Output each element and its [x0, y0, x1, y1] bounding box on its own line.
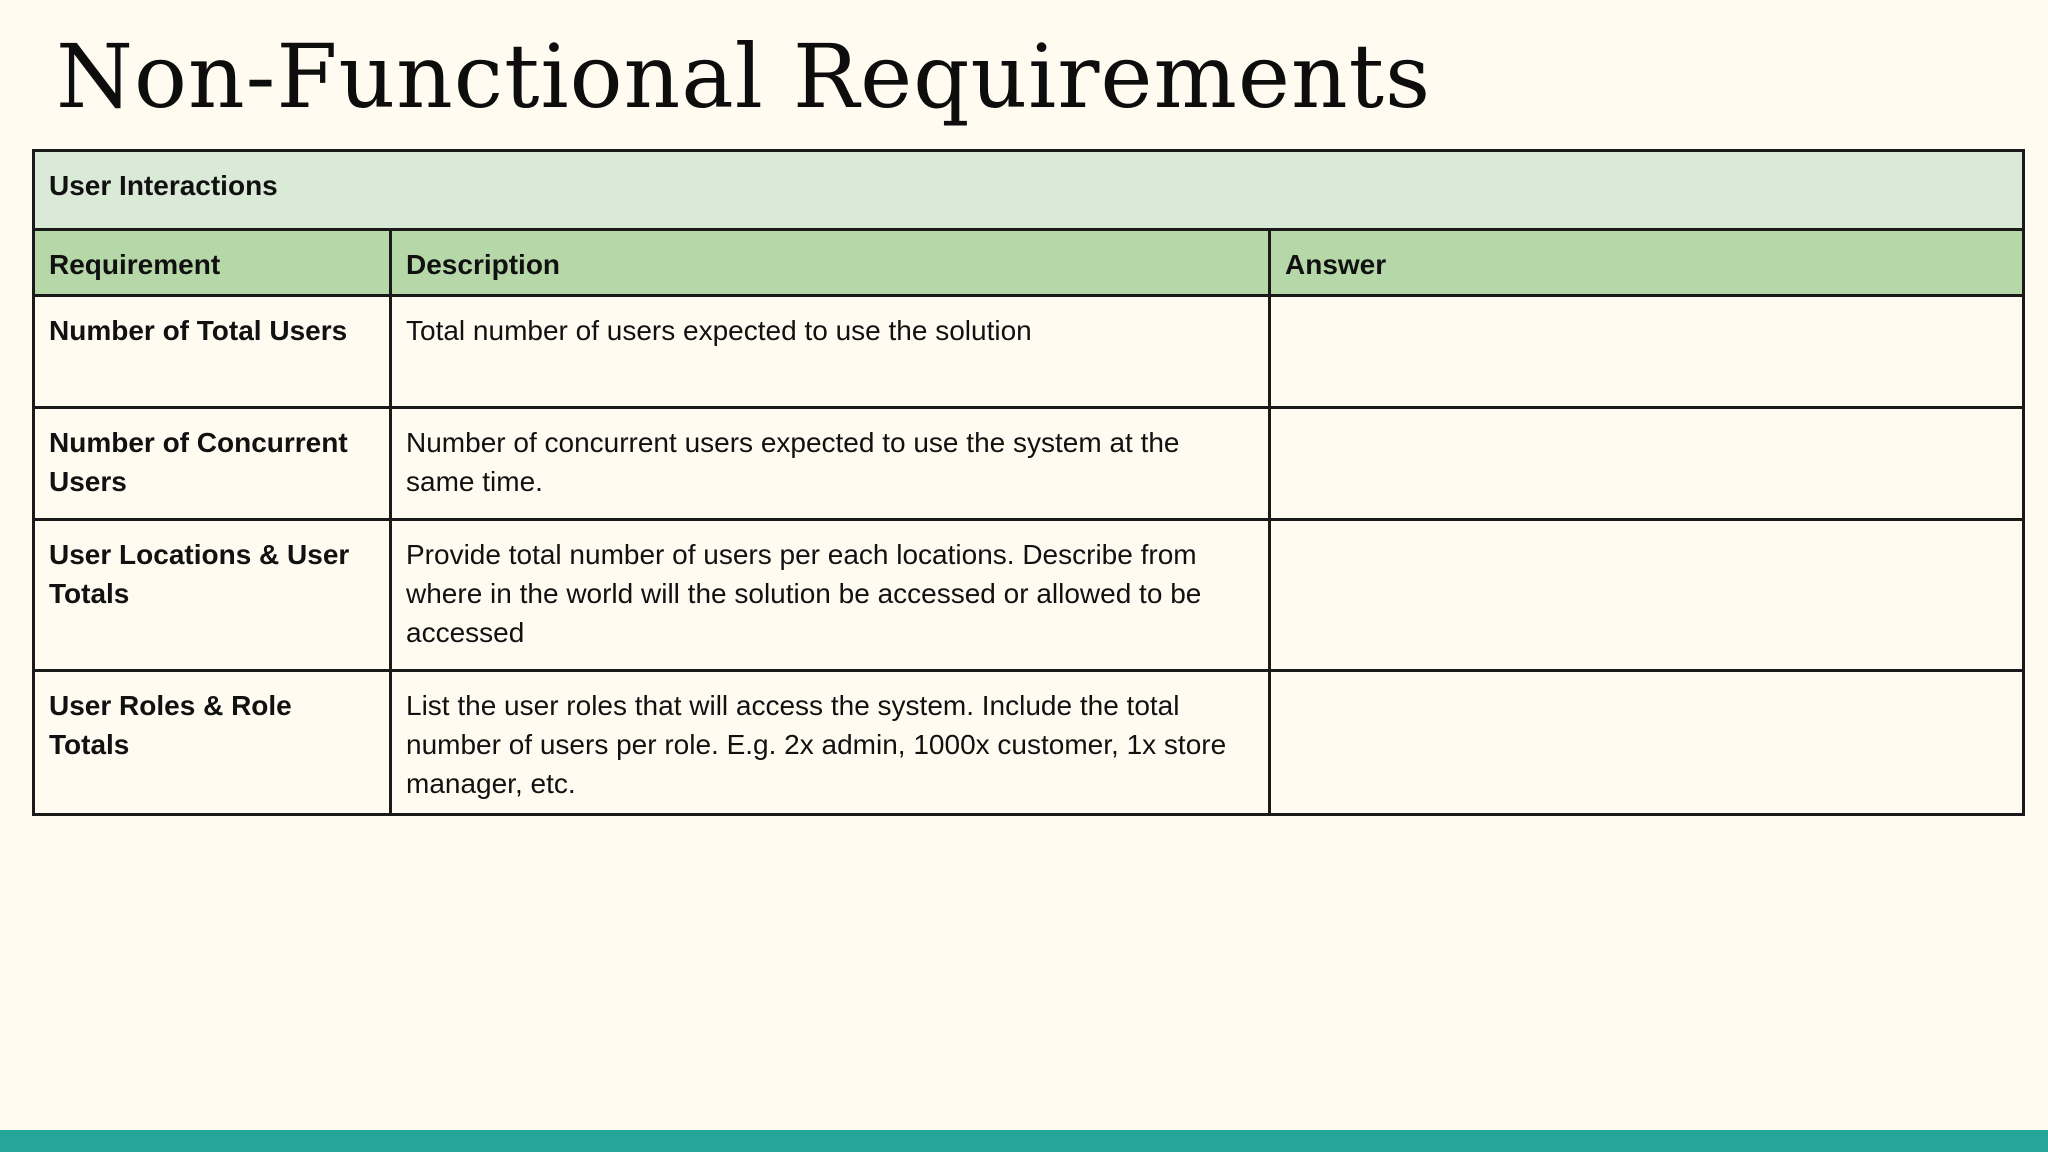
requirement-cell: User Locations & User Totals — [34, 520, 391, 671]
answer-cell[interactable] — [1270, 671, 2024, 815]
column-header-requirement: Requirement — [34, 230, 391, 296]
section-header-row — [34, 151, 2024, 230]
answer-cell[interactable] — [1270, 296, 2024, 408]
description-cell: List the user roles that will access the system. Include the total number of users per role. E.g. 2x admin, 1000x customer, 1x store manager, etc. — [391, 671, 1270, 815]
table-row — [34, 296, 2024, 408]
slide-title: Non-Functional Requirements — [56, 25, 1432, 128]
requirement-cell: Number of Total Users — [34, 296, 391, 408]
description-cell: Provide total number of users per each locations. Describe from where in the world will the solution be accessed or allowed to be accessed — [391, 520, 1270, 671]
column-header-answer: Answer — [1270, 230, 2024, 296]
table-row — [34, 671, 2024, 815]
answer-cell[interactable] — [1270, 520, 2024, 671]
column-header-description: Description — [391, 230, 1270, 296]
footer-accent-bar — [0, 1130, 2048, 1152]
description-cell: Total number of users expected to use the solution — [391, 296, 1270, 408]
column-header-row — [34, 230, 2024, 296]
table-row — [34, 520, 2024, 671]
description-cell: Number of concurrent users expected to use the system at the same time. — [391, 408, 1270, 520]
table-row — [34, 408, 2024, 520]
requirement-cell: User Roles & Role Totals — [34, 671, 391, 815]
requirements-table — [32, 149, 2025, 816]
requirement-cell: Number of Concurrent Users — [34, 408, 391, 520]
section-title: User Interactions — [34, 151, 2024, 230]
answer-cell[interactable] — [1270, 408, 2024, 520]
